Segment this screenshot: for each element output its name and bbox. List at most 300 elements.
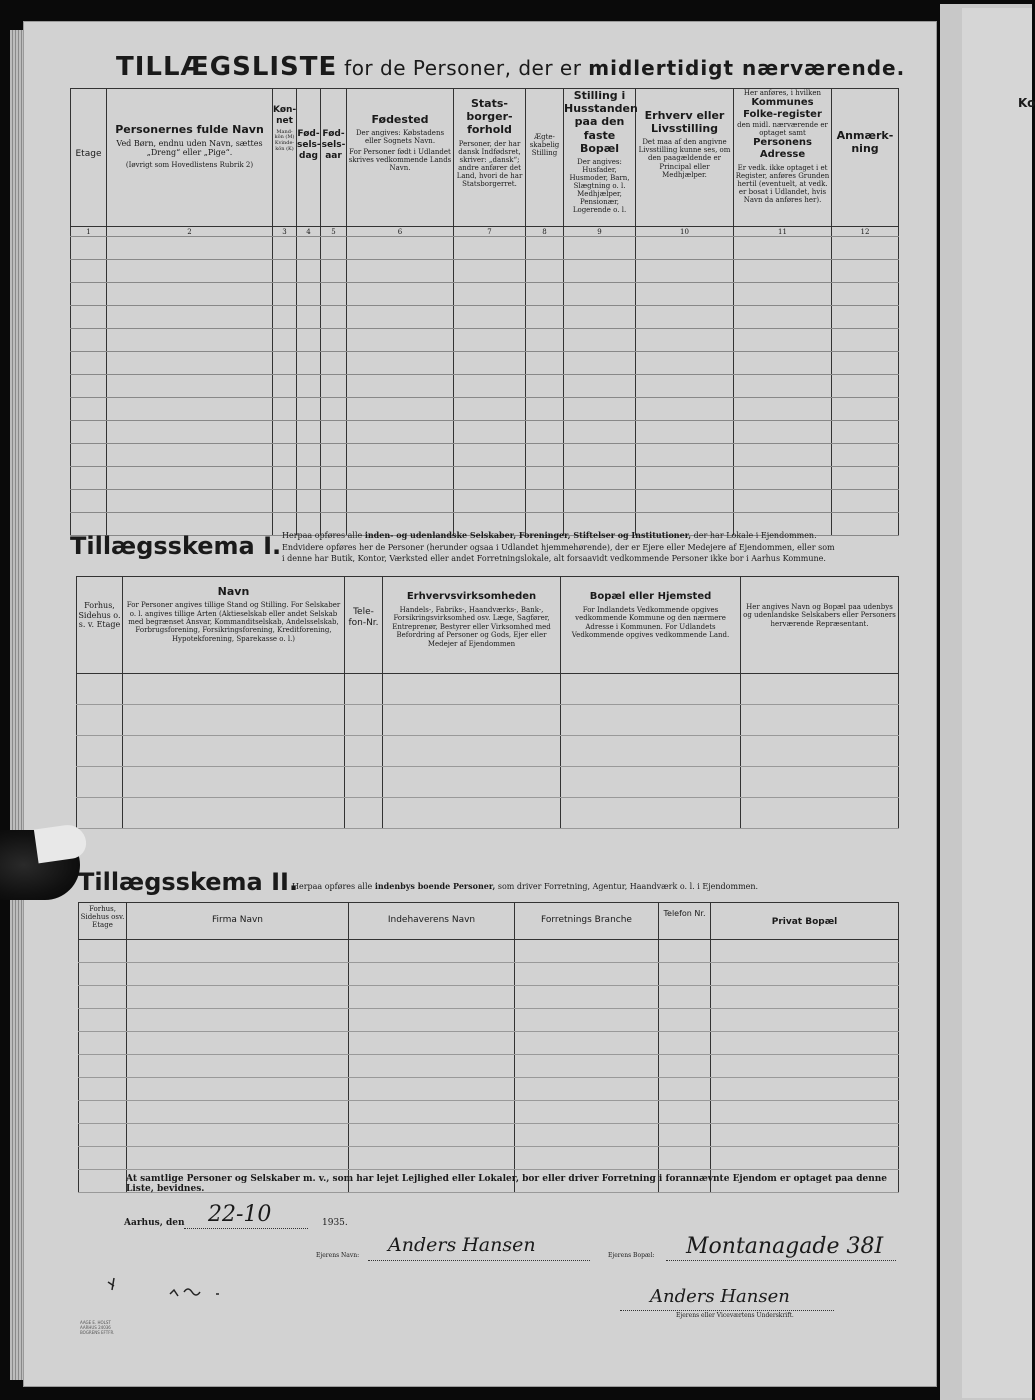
col-folkeregister: Her anføres, i hvilken Kommunes Folke-register den midl. nærværende er optaget samt Personens Adresse Er vedk. ikke optaget i et Register, anføres Grunden hertil (eventuelt, at vedk. er bosat i Udlandet, hvis Navn da anføres her). — [734, 89, 832, 227]
blank-cell — [107, 467, 273, 490]
blank-cell — [321, 329, 347, 352]
blank-cell — [636, 421, 734, 444]
blank-cell — [349, 1124, 515, 1147]
pencil-marks — [100, 1268, 250, 1308]
owner-line — [368, 1258, 590, 1261]
blank-cell — [107, 329, 273, 352]
blank-cell — [711, 1055, 899, 1078]
blank-cell — [832, 398, 899, 421]
col-erhverv: Erhverv eller Livsstilling Det maa af den angivne Livsstilling kunne ses, om den paagældende er Principal eller Medhjælper. — [636, 89, 734, 227]
blank-cell — [321, 467, 347, 490]
blank-cell — [711, 963, 899, 986]
blank-cell — [71, 375, 107, 398]
col-anmaerkning: Anmærk-ning — [832, 89, 899, 227]
s2-col-indehaver: Indehaverens Navn — [349, 903, 515, 940]
blank-cell — [454, 352, 526, 375]
blank-cell — [77, 798, 123, 829]
blank-cell — [564, 398, 636, 421]
blank-cell — [349, 1032, 515, 1055]
tillaegsliste-table — [70, 88, 899, 536]
blank-cell — [454, 467, 526, 490]
blank-cell — [273, 237, 297, 260]
blank-cell — [636, 352, 734, 375]
blank-cell — [273, 398, 297, 421]
right-page-text: Ko — [1018, 96, 1035, 110]
blank-cell — [71, 398, 107, 421]
blank-cell — [454, 283, 526, 306]
blank-cell — [636, 398, 734, 421]
blank-cell — [454, 306, 526, 329]
blank-cell — [77, 674, 123, 705]
blank-row — [79, 1147, 899, 1170]
blank-row — [79, 1009, 899, 1032]
colnum: 10 — [636, 227, 734, 237]
blank-cell — [79, 1101, 127, 1124]
blank-cell — [71, 490, 107, 513]
blank-cell — [107, 283, 273, 306]
blank-cell — [526, 306, 564, 329]
blank-cell — [347, 467, 454, 490]
blank-cell — [273, 283, 297, 306]
blank-cell — [107, 306, 273, 329]
address-label: Ejerens Bopæl: — [608, 1252, 655, 1259]
blank-cell — [349, 1101, 515, 1124]
colnum: 9 — [564, 227, 636, 237]
blank-cell — [79, 1055, 127, 1078]
blank-cell — [734, 306, 832, 329]
blank-cell — [345, 674, 383, 705]
blank-cell — [734, 398, 832, 421]
signature-line — [620, 1308, 834, 1311]
blank-cell — [832, 444, 899, 467]
blank-cell — [297, 375, 321, 398]
title-lead: TILLÆGSLISTE — [116, 52, 338, 82]
blank-cell — [526, 490, 564, 513]
blank-cell — [564, 467, 636, 490]
blank-cell — [734, 352, 832, 375]
blank-cell — [349, 986, 515, 1009]
blank-row — [71, 329, 899, 352]
blank-cell — [636, 329, 734, 352]
blank-cell — [127, 986, 349, 1009]
blank-cell — [79, 1170, 127, 1193]
blank-cell — [127, 963, 349, 986]
blank-cell — [321, 283, 347, 306]
blank-cell — [127, 1147, 349, 1170]
blank-cell — [659, 1124, 711, 1147]
blank-cell — [711, 1124, 899, 1147]
col-aegteskab: Ægte-skabelig Stilling — [526, 89, 564, 227]
blank-cell — [454, 329, 526, 352]
blank-cell — [515, 1101, 659, 1124]
blank-cell — [454, 237, 526, 260]
blank-cell — [515, 963, 659, 986]
blank-row — [79, 1032, 899, 1055]
blank-cell — [123, 798, 345, 829]
blank-cell — [734, 283, 832, 306]
blank-cell — [71, 352, 107, 375]
blank-cell — [526, 444, 564, 467]
blank-cell — [273, 467, 297, 490]
blank-cell — [636, 306, 734, 329]
blank-cell — [734, 490, 832, 513]
blank-cell — [526, 283, 564, 306]
colnum: 7 — [454, 227, 526, 237]
s1-col-bopael: Bopæl eller Hjemsted For Indlandets Vedkommende opgives vedkommende Kommune og den nærmere Adresse i Kommunen. For Udlandets Vedkommende opgives vedkommende Land. — [561, 577, 741, 674]
blank-cell — [454, 421, 526, 444]
colnum: 5 — [321, 227, 347, 237]
colnum: 12 — [832, 227, 899, 237]
blank-cell — [711, 1147, 899, 1170]
blank-cell — [526, 237, 564, 260]
s2-col-etage: Forhus, Sidehus osv. Etage — [79, 903, 127, 940]
blank-cell — [347, 398, 454, 421]
blank-cell — [515, 1032, 659, 1055]
blank-cell — [832, 421, 899, 444]
signature-handwritten: Anders Hansen — [650, 1286, 790, 1307]
blank-row — [79, 1124, 899, 1147]
blank-cell — [636, 283, 734, 306]
blank-cell — [321, 352, 347, 375]
blank-cell — [347, 306, 454, 329]
blank-cell — [107, 398, 273, 421]
s1-col-erhverv: Erhvervsvirksomheden Handels-, Fabriks-, Haandværks-, Bank-, Forsikringsvirksomhed osv. Læge, Sagfører, Entreprenør, Bestyrer eller Virksomhed med Befordring af Personer og Gods, Ejer eller Medejer af Ejendommen — [383, 577, 561, 674]
s2-col-firma: Firma Navn — [127, 903, 349, 940]
blank-cell — [832, 283, 899, 306]
blank-cell — [741, 674, 899, 705]
blank-cell — [273, 260, 297, 283]
blank-cell — [561, 736, 741, 767]
blank-cell — [347, 260, 454, 283]
skema1-table — [76, 576, 899, 829]
blank-cell — [383, 705, 561, 736]
blank-cell — [127, 940, 349, 963]
blank-cell — [79, 1078, 127, 1101]
blank-cell — [383, 767, 561, 798]
colnum: 1 — [71, 227, 107, 237]
col-foedested: Fødested Der angives: Købstadens eller Sognets Navn. For Personer født i Udlandet skrives vedkommende Lands Navn. — [347, 89, 454, 227]
blank-cell — [832, 329, 899, 352]
blank-cell — [79, 986, 127, 1009]
blank-cell — [347, 444, 454, 467]
blank-cell — [273, 375, 297, 398]
blank-cell — [71, 260, 107, 283]
blank-cell — [832, 306, 899, 329]
s1-col-telefon: Tele-fon-Nr. — [345, 577, 383, 674]
blank-cell — [349, 1009, 515, 1032]
blank-row — [71, 467, 899, 490]
blank-cell — [659, 1147, 711, 1170]
blank-cell — [515, 1078, 659, 1101]
blank-row — [77, 674, 899, 705]
blank-cell — [734, 260, 832, 283]
blank-cell — [832, 490, 899, 513]
blank-cell — [127, 1009, 349, 1032]
blank-cell — [741, 736, 899, 767]
blank-row — [71, 375, 899, 398]
blank-cell — [79, 1009, 127, 1032]
blank-cell — [515, 986, 659, 1009]
blank-row — [79, 1101, 899, 1124]
blank-cell — [564, 329, 636, 352]
blank-cell — [349, 963, 515, 986]
blank-cell — [321, 398, 347, 421]
blank-cell — [711, 940, 899, 963]
blank-cell — [564, 490, 636, 513]
blank-cell — [711, 1101, 899, 1124]
blank-cell — [564, 260, 636, 283]
blank-cell — [636, 444, 734, 467]
blank-cell — [321, 490, 347, 513]
colnum: 8 — [526, 227, 564, 237]
printer-imprint: AAGE E. HOLST AARHUS 24036 BOGRENS EFTFR. — [80, 1320, 115, 1336]
blank-cell — [659, 940, 711, 963]
col-foedselsaar: Fød-sels-aar — [321, 89, 347, 227]
blank-row — [71, 306, 899, 329]
blank-cell — [832, 352, 899, 375]
blank-cell — [564, 237, 636, 260]
skema2-table — [78, 902, 899, 1193]
blank-cell — [832, 237, 899, 260]
blank-cell — [273, 421, 297, 444]
blank-cell — [107, 375, 273, 398]
blank-cell — [345, 767, 383, 798]
blank-cell — [659, 986, 711, 1009]
colnum: 6 — [347, 227, 454, 237]
blank-cell — [297, 283, 321, 306]
blank-cell — [454, 375, 526, 398]
blank-cell — [347, 375, 454, 398]
blank-cell — [526, 329, 564, 352]
blank-cell — [711, 986, 899, 1009]
blank-row — [79, 940, 899, 963]
blank-cell — [564, 375, 636, 398]
blank-row — [71, 398, 899, 421]
colnum: 2 — [107, 227, 273, 237]
blank-cell — [297, 329, 321, 352]
blank-cell — [741, 798, 899, 829]
blank-cell — [71, 421, 107, 444]
blank-cell — [734, 421, 832, 444]
blank-cell — [79, 1032, 127, 1055]
blank-cell — [297, 352, 321, 375]
blank-cell — [636, 490, 734, 513]
blank-row — [71, 421, 899, 444]
blank-cell — [273, 490, 297, 513]
blank-cell — [711, 1032, 899, 1055]
footer-statement: At samtlige Personer og Selskaber m. v., som har lejet Lejlighed eller Lokaler, bor eller driver Forretning i forannævnte Ejendom er optaget paa denne Liste, bevidnes. — [126, 1174, 888, 1194]
blank-cell — [297, 260, 321, 283]
blank-cell — [515, 1009, 659, 1032]
blank-cell — [297, 490, 321, 513]
blank-cell — [71, 467, 107, 490]
address-handwritten: Montanagade 38I — [686, 1234, 884, 1259]
blank-cell — [107, 260, 273, 283]
colnum: 11 — [734, 227, 832, 237]
col-statsborger: Stats-borger-forhold Personer, der har dansk Indfødsret, skriver: „dansk“; andre anfører det Land, hvori de har Statsborgerret. — [454, 89, 526, 227]
blank-cell — [273, 329, 297, 352]
blank-row — [79, 1055, 899, 1078]
blank-cell — [659, 963, 711, 986]
blank-cell — [273, 444, 297, 467]
col-foedselsdag: Fød-sels-dag — [297, 89, 321, 227]
blank-cell — [71, 237, 107, 260]
colnum: 4 — [297, 227, 321, 237]
blank-cell — [297, 421, 321, 444]
place-label: Aarhus, den — [124, 1218, 185, 1228]
title-mid: for de Personer, der er — [337, 56, 589, 80]
blank-cell — [383, 674, 561, 705]
blank-cell — [561, 674, 741, 705]
col-navn: Personernes fulde Navn Ved Børn, endnu uden Navn, sættes „Dreng“ eller „Pige“. (Iøvrigt som Hovedlistens Rubrik 2) — [107, 89, 273, 227]
blank-cell — [526, 398, 564, 421]
blank-cell — [711, 1009, 899, 1032]
blank-row — [71, 352, 899, 375]
blank-cell — [79, 963, 127, 986]
s2-col-branche: Forretnings Branche — [515, 903, 659, 940]
skema1-description: Herpaa opføres alle inden- og udenlandske Selskaber, Foreninger, Stiftelser og Institutioner, der har Lokale i Ejendommen. Endvidere opføres her de Personer (herunder ogsaa i Udlandet hjemmehørende), der er Ejere eller Medejere af Ejendommen, eller som i denne har Butik, Kontor, Værksted eller andet Forretningslokale, alt forsaavidt vedkommende Personer ikke bor i Aarhus Kommune. — [282, 530, 835, 564]
blank-cell — [345, 736, 383, 767]
year-label: 1935. — [322, 1218, 348, 1228]
s2-col-bopael: Privat Bopæl — [711, 903, 899, 940]
owner-label: Ejerens Navn: — [316, 1252, 360, 1259]
blank-cell — [321, 421, 347, 444]
blank-cell — [564, 421, 636, 444]
blank-cell — [107, 237, 273, 260]
blank-cell — [515, 1055, 659, 1078]
main-title — [116, 52, 905, 82]
col-etage: Etage — [71, 89, 107, 227]
blank-row — [77, 798, 899, 829]
blank-cell — [741, 767, 899, 798]
s1-col-etage: Forhus, Sidehus o. s. v. Etage — [77, 577, 123, 674]
blank-cell — [297, 237, 321, 260]
blank-cell — [734, 237, 832, 260]
blank-cell — [123, 736, 345, 767]
blank-cell — [454, 398, 526, 421]
blank-cell — [636, 467, 734, 490]
blank-cell — [347, 490, 454, 513]
blank-cell — [636, 375, 734, 398]
blank-row — [79, 1078, 899, 1101]
blank-cell — [321, 237, 347, 260]
blank-cell — [123, 767, 345, 798]
s1-col-repraesentant: Her angives Navn og Bopæl paa udenbys og udenlandske Selskabers eller Personers herværende Repræsentant. — [741, 577, 899, 674]
blank-cell — [515, 1147, 659, 1170]
blank-cell — [79, 1124, 127, 1147]
col-stilling: Stilling i Husstanden paa den faste Bopæl Der angives: Husfader, Husmoder, Barn, Slægtning o. l. Medhjælper, Pensionær, Logerende o. l. — [564, 89, 636, 227]
blank-cell — [349, 1055, 515, 1078]
colnum: 3 — [273, 227, 297, 237]
blank-cell — [515, 940, 659, 963]
blank-cell — [71, 283, 107, 306]
blank-row — [77, 736, 899, 767]
blank-cell — [659, 1009, 711, 1032]
blank-row — [71, 260, 899, 283]
blank-cell — [636, 237, 734, 260]
blank-cell — [832, 467, 899, 490]
blank-row — [71, 283, 899, 306]
blank-cell — [127, 1032, 349, 1055]
blank-cell — [347, 237, 454, 260]
skema2-title: Tillægsskema II. — [78, 868, 299, 896]
blank-cell — [734, 444, 832, 467]
blank-cell — [383, 798, 561, 829]
blank-cell — [273, 306, 297, 329]
blank-cell — [127, 1078, 349, 1101]
blank-cell — [454, 444, 526, 467]
blank-cell — [347, 283, 454, 306]
blank-cell — [349, 940, 515, 963]
blank-cell — [345, 798, 383, 829]
blank-cell — [564, 283, 636, 306]
blank-cell — [297, 398, 321, 421]
title-end: midlertidigt nærværende. — [588, 56, 906, 80]
blank-cell — [71, 306, 107, 329]
blank-cell — [321, 375, 347, 398]
blank-cell — [79, 1147, 127, 1170]
s1-col-navn: Navn For Personer angives tillige Stand og Stilling. For Selskaber o. l. angives tillige Arten (Aktieselskab eller andet Selskab med begrænset Ansvar, Kommanditselskab, Andelsselskab, Forbrugsforening, Forsikringsforening, Kreditforening, Hypotekforening, Sparekasse o. l.) — [123, 577, 345, 674]
blank-cell — [123, 674, 345, 705]
blank-cell — [659, 1101, 711, 1124]
blank-cell — [71, 444, 107, 467]
blank-cell — [561, 767, 741, 798]
blank-cell — [71, 329, 107, 352]
blank-cell — [383, 736, 561, 767]
blank-cell — [349, 1147, 515, 1170]
blank-cell — [454, 490, 526, 513]
blank-cell — [273, 352, 297, 375]
blank-cell — [454, 260, 526, 283]
blank-cell — [734, 375, 832, 398]
blank-cell — [526, 467, 564, 490]
blank-cell — [347, 352, 454, 375]
blank-row — [77, 767, 899, 798]
blank-row — [77, 705, 899, 736]
blank-cell — [77, 767, 123, 798]
blank-row — [71, 237, 899, 260]
signature-label: Ejerens eller Viceværtens Underskrift. — [676, 1312, 794, 1319]
blank-cell — [107, 421, 273, 444]
blank-cell — [297, 467, 321, 490]
blank-cell — [515, 1124, 659, 1147]
blank-cell — [77, 736, 123, 767]
blank-cell — [526, 260, 564, 283]
blank-cell — [297, 444, 321, 467]
blank-cell — [127, 1101, 349, 1124]
blank-cell — [734, 467, 832, 490]
blank-cell — [741, 705, 899, 736]
blank-cell — [636, 260, 734, 283]
blank-cell — [345, 705, 383, 736]
blank-cell — [564, 352, 636, 375]
blank-cell — [564, 306, 636, 329]
col-koen: Køn-net Mand-kön (M) Kvinde-kön (K) — [273, 89, 297, 227]
right-page — [940, 4, 1032, 1400]
blank-cell — [659, 1032, 711, 1055]
blank-cell — [349, 1078, 515, 1101]
blank-cell — [659, 1055, 711, 1078]
blank-cell — [321, 444, 347, 467]
blank-cell — [734, 329, 832, 352]
blank-cell — [832, 260, 899, 283]
blank-cell — [561, 798, 741, 829]
blank-cell — [79, 940, 127, 963]
blank-cell — [832, 375, 899, 398]
blank-cell — [659, 1078, 711, 1101]
blank-row — [71, 444, 899, 467]
blank-cell — [107, 444, 273, 467]
